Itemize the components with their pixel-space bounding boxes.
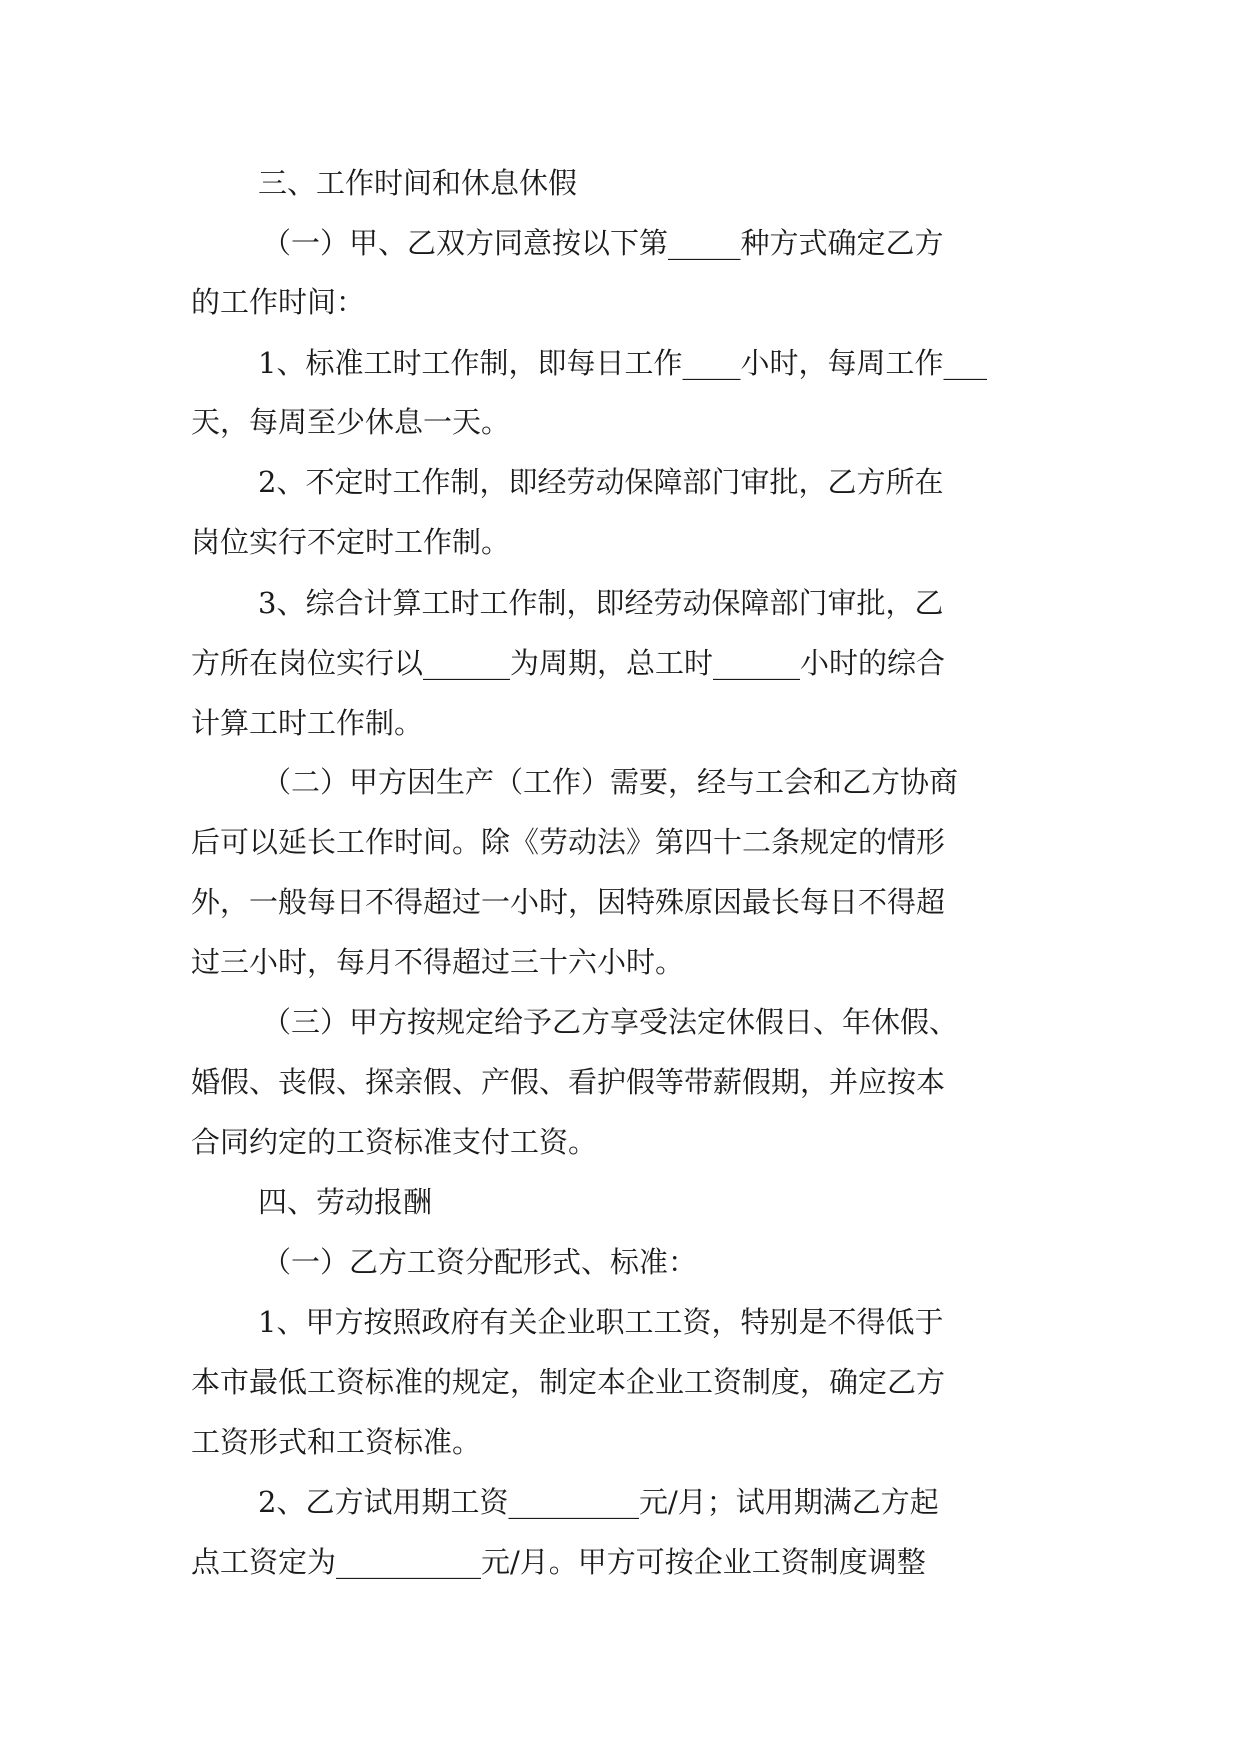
heading-section-3: 三、工作时间和休息休假: [258, 166, 578, 200]
paragraph-line: 计算工时工作制。: [191, 706, 424, 740]
paragraph-line: （一）甲、乙双方同意按以下第_____种方式确定乙方: [262, 226, 944, 260]
paragraph-line: 本市最低工资标准的规定，制定本企业工资制度，确定乙方: [191, 1365, 946, 1399]
paragraph-line: 点工资定为__________元/月。甲方可按企业工资制度调整: [191, 1545, 926, 1579]
paragraph-line: 后可以延长工作时间。除《劳动法》第四十二条规定的情形: [191, 825, 946, 859]
paragraph-line: 3、综合计算工时工作制，即经劳动保障部门审批，乙: [258, 586, 944, 620]
paragraph-line: 婚假、丧假、探亲假、产假、看护假等带薪假期，并应按本: [191, 1065, 946, 1099]
heading-section-4: 四、劳动报酬: [258, 1185, 433, 1219]
paragraph-line: 1、甲方按照政府有关企业职工工资，特别是不得低于: [258, 1305, 944, 1339]
paragraph-line: （一）乙方工资分配形式、标准：: [262, 1245, 698, 1279]
paragraph-line: 2、乙方试用期工资_________元/月；试用期满乙方起: [258, 1485, 939, 1519]
paragraph-line: 天，每周至少休息一天。: [191, 405, 511, 439]
paragraph-line: 过三小时，每月不得超过三十六小时。: [191, 945, 685, 979]
paragraph-line: （二）甲方因生产（工作）需要，经与工会和乙方协商: [262, 765, 959, 799]
paragraph-line: 外，一般每日不得超过一小时，因特殊原因最长每日不得超: [191, 885, 946, 919]
paragraph-line: 合同约定的工资标准支付工资。: [191, 1125, 598, 1159]
paragraph-line: （三）甲方按规定给予乙方享受法定休假日、年休假、: [262, 1005, 959, 1039]
paragraph-line: 2、不定时工作制，即经劳动保障部门审批，乙方所在: [258, 465, 944, 499]
paragraph-line: 岗位实行不定时工作制。: [191, 525, 511, 559]
paragraph-line: 工资形式和工资标准。: [191, 1425, 482, 1459]
paragraph-line: 1、标准工时工作制，即每日工作____小时，每周工作___: [258, 346, 987, 380]
paragraph-line: 方所在岗位实行以______为周期，总工时______小时的综合: [191, 646, 946, 680]
paragraph-line: 的工作时间：: [191, 285, 366, 319]
